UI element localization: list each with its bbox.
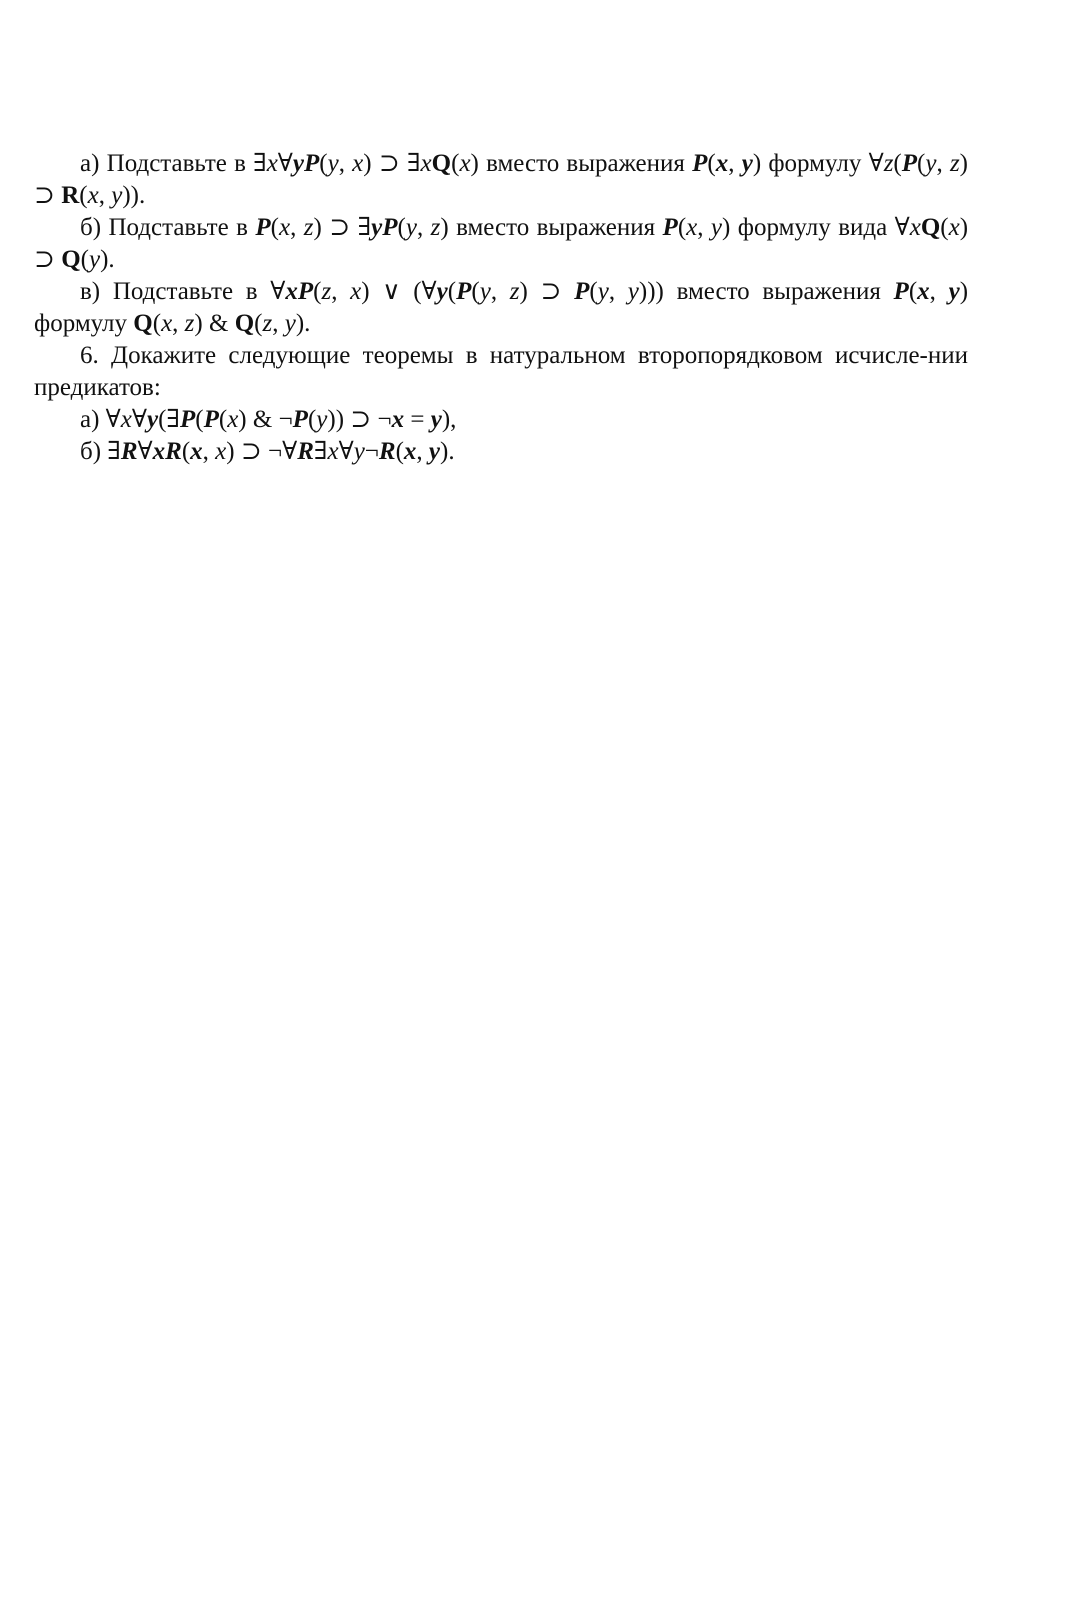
text-segment: ( [471,278,480,305]
text-segment: x [948,214,960,241]
paragraph-6a [34,404,968,436]
text-segment: ) ⊃ ∃ [363,150,421,177]
paragraph-5a [34,148,968,212]
text-segment: ). [295,310,311,337]
text-segment: y [948,278,960,305]
text-segment: ) & ¬ [238,406,293,433]
text-segment: Q [920,214,941,241]
text-segment: б) Подставьте в [80,214,256,241]
text-segment: ¬ [364,438,379,465]
text-segment: x [459,150,471,177]
text-segment: , [202,438,216,465]
text-segment: ( [893,150,902,177]
text-segment: Q [61,246,81,273]
text-segment: Q [133,310,153,337]
text-segment: y [710,214,723,241]
text-segment: x [120,406,132,433]
text-segment: , [936,150,950,177]
text-segment: R [378,438,396,465]
text-segment: , [338,150,353,177]
text-segment: y [111,182,123,209]
text-segment: , [172,310,185,337]
paragraph-6 [34,340,968,404]
text-segment: ( [397,214,406,241]
text-segment: , [697,214,711,241]
text-segment: Q [431,150,452,177]
text-segment: z [303,214,314,241]
text-segment: а) ∀ [80,406,121,433]
text-segment: ( [589,278,598,305]
text-segment: ( [313,278,322,305]
text-segment: Q [234,310,255,337]
text-segment: x [190,438,203,465]
text-segment: ). [100,246,115,273]
text-segment: ( [181,438,191,465]
text-segment: , [490,278,510,305]
paragraph-5c [34,276,968,340]
text-segment: ( [80,246,89,273]
text-segment: ∀ [277,150,293,177]
text-segment: x [420,150,432,177]
text-segment: б) ∃ [80,438,121,465]
text-segment: ) вместо выражения [440,214,663,241]
text-segment: ( [307,406,317,433]
text-segment: ))) вместо выражения [638,278,894,305]
paragraph-5b [34,212,968,276]
text-segment: z [321,278,332,305]
text-segment: y [88,246,101,273]
text-segment: y [925,150,937,177]
text-segment: ) & [194,310,235,337]
text-segment: x [686,214,698,241]
text-segment: x [266,150,278,177]
text-segment: ( [395,438,404,465]
text-segment: x [215,438,227,465]
text-segment: P [255,214,271,241]
text-segment: ∀ [131,406,147,433]
text-segment: ( [319,150,328,177]
text-segment: ( [195,406,204,433]
text-segment: y [436,278,448,305]
text-segment: P [893,278,909,305]
text-segment: , [416,214,431,241]
text-segment: ) формулу вида ∀ [722,214,910,241]
text-segment: ). [440,438,455,465]
text-segment: R [120,438,138,465]
text-segment: ( [254,310,263,337]
text-segment: xP [285,278,314,305]
text-segment: y [316,406,328,433]
text-block [34,148,968,468]
text-segment: ) вместо выражения [470,150,693,177]
text-segment: z [430,214,441,241]
text-segment: x [161,310,173,337]
text-segment: ( [908,278,918,305]
text-segment: ( [447,278,457,305]
text-segment: R [61,182,80,209]
text-segment: ) ⊃ ¬∀ [226,438,298,465]
text-segment: x [403,438,417,465]
text-segment: x [715,150,729,177]
text-segment: y [146,406,159,433]
text-segment: ) формулу [34,278,969,337]
text-segment: , [728,150,742,177]
text-segment: ( [677,214,687,241]
text-segment: xR [152,438,182,465]
text-segment: y [353,438,365,465]
text-segment: )). [122,182,146,209]
text-segment: y [741,150,753,177]
text-segment: , [98,182,112,209]
text-segment: z [883,150,894,177]
text-segment: P [692,150,708,177]
text-segment: P [456,278,472,305]
text-segment: y [327,150,339,177]
text-segment: y [430,406,442,433]
text-segment: P [292,406,308,433]
text-segment: y [627,278,639,305]
text-segment: ( [270,214,279,241]
text-segment: , [416,438,429,465]
text-segment: ( [707,150,716,177]
text-segment: ( [917,150,926,177]
text-segment: z [184,310,195,337]
text-segment: , [608,278,628,305]
text-segment: x [917,278,930,305]
text-segment: ) ⊃ [34,150,968,209]
text-segment: )) ⊃ ¬ [327,406,392,433]
text-segment: x [909,214,921,241]
text-segment: x [278,214,291,241]
text-segment: ∀ [137,438,153,465]
text-segment: ) формулу ∀ [752,150,884,177]
text-segment: P [574,278,590,305]
text-segment: y [405,214,417,241]
text-segment: x [87,182,99,209]
text-segment: z [509,278,520,305]
text-segment: ∀ [338,438,354,465]
text-segment: = [404,406,431,433]
text-segment: ), [441,406,457,433]
text-segment: y [284,310,296,337]
text-segment: x [391,406,405,433]
text-segment: y [597,278,609,305]
text-segment: y [428,438,441,465]
text-segment: ( [152,310,162,337]
text-segment: , [272,310,285,337]
text-segment: x [350,278,362,305]
text-segment: а) Подставьте в ∃ [80,150,267,177]
text-segment: ) ⊃ [519,278,575,305]
text-segment: y [479,278,491,305]
text-segment: P [179,406,196,433]
paragraph-6b [34,436,968,468]
text-segment: P [662,214,678,241]
text-segment: ) ⊃ [34,214,969,273]
text-segment: P [203,406,219,433]
text-segment: yP [371,214,398,241]
text-segment: , [290,214,304,241]
text-segment: ) ∨ (∀ [361,278,437,305]
text-segment: ∃ [313,438,328,465]
text-segment: (∃ [158,406,180,433]
text-segment: , [929,278,949,305]
text-segment: P [901,150,918,177]
text-segment: в) Подставьте в ∀ [80,278,286,305]
text-segment: x [327,438,339,465]
text-segment: ) ⊃ ∃ [313,214,372,241]
text-segment: z [949,150,960,177]
text-segment: ( [218,406,228,433]
text-segment: ( [940,214,949,241]
text-segment: ( [451,150,460,177]
text-segment: yP [292,150,320,177]
text-segment: R [297,438,314,465]
text-segment: ( [79,182,88,209]
text-segment: x [227,406,239,433]
text-segment: x [352,150,364,177]
text-segment: 6. Докажите следующие теоремы в натуральном второпорядковом исчисле-нии предикатов: [34,342,968,401]
text-segment: z [262,310,273,337]
text-segment: , [331,278,351,305]
